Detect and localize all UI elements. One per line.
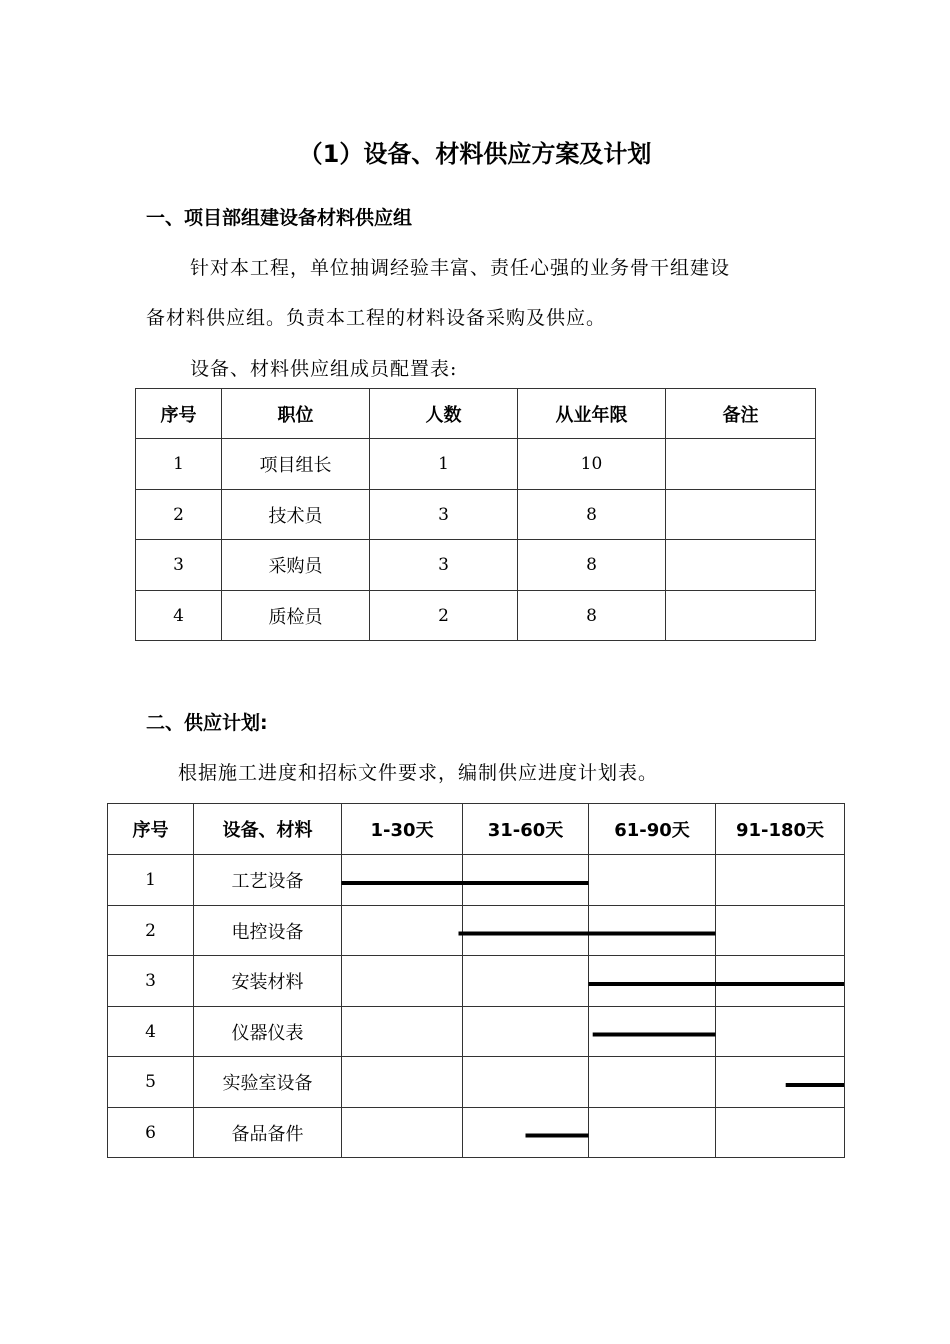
cell-item: 实验室设备 [194, 1057, 342, 1108]
table-row [108, 855, 845, 906]
section-heading-supply-plan: 二、供应计划: [146, 712, 268, 734]
schedule-table-wrapper [107, 803, 844, 1158]
page-title: （1）设备、材料供应方案及计划 [298, 140, 652, 168]
table-row [108, 906, 845, 956]
cell-item: 备品备件 [194, 1108, 342, 1158]
cell-period [463, 1007, 589, 1057]
cell-period [463, 956, 589, 1007]
cell-period [589, 1057, 716, 1108]
cell-position: 质检员 [222, 591, 370, 641]
table-row [108, 1007, 845, 1057]
schedule-table [107, 803, 845, 1158]
cell-period [342, 1057, 463, 1108]
cell-period [342, 956, 463, 1007]
cell-period [716, 906, 845, 956]
cell-no: 3 [136, 540, 222, 591]
cell-years: 10 [518, 439, 666, 490]
cell-no: 6 [108, 1108, 194, 1158]
plan-paragraph: 根据施工进度和招标文件要求，编制供应进度计划表。 [178, 762, 659, 784]
cell-no: 2 [136, 490, 222, 540]
cell-no: 1 [136, 439, 222, 490]
header-no: 序号 [108, 804, 194, 855]
header-period-2: 31-60天 [463, 804, 589, 855]
cell-period [342, 906, 463, 956]
cell-period [342, 855, 463, 906]
header-period-3: 61-90天 [589, 804, 716, 855]
cell-period [463, 1108, 589, 1158]
paragraph-line-1: 针对本工程，单位抽调经验丰富、责任心强的业务骨干组建设 [190, 257, 731, 279]
cell-period [716, 1057, 845, 1108]
cell-period [716, 956, 845, 1007]
cell-position: 技术员 [222, 490, 370, 540]
table-row [136, 591, 816, 641]
cell-period [589, 1108, 716, 1158]
cell-period [589, 1007, 716, 1057]
cell-position: 采购员 [222, 540, 370, 591]
cell-item: 电控设备 [194, 906, 342, 956]
table-row [108, 1057, 845, 1108]
cell-note [666, 540, 816, 591]
cell-no: 1 [108, 855, 194, 906]
cell-period [342, 1108, 463, 1158]
header-no: 序号 [136, 389, 222, 439]
cell-years: 8 [518, 540, 666, 591]
cell-period [716, 1108, 845, 1158]
table-row [108, 956, 845, 1007]
header-position: 职位 [222, 389, 370, 439]
table-row [136, 540, 816, 591]
cell-item: 工艺设备 [194, 855, 342, 906]
header-item: 设备、材料 [194, 804, 342, 855]
cell-count: 3 [370, 540, 518, 591]
cell-item: 仪器仪表 [194, 1007, 342, 1057]
cell-period [342, 1007, 463, 1057]
cell-period [463, 855, 589, 906]
cell-years: 8 [518, 591, 666, 641]
cell-item: 安装材料 [194, 956, 342, 1007]
cell-no: 5 [108, 1057, 194, 1108]
table-row [108, 1108, 845, 1158]
cell-note [666, 591, 816, 641]
cell-period [589, 855, 716, 906]
staff-table-header [136, 389, 816, 439]
header-period-1: 1-30天 [342, 804, 463, 855]
cell-period [589, 956, 716, 1007]
cell-no: 4 [136, 591, 222, 641]
header-count: 人数 [370, 389, 518, 439]
header-period-4: 91-180天 [716, 804, 845, 855]
cell-note [666, 490, 816, 540]
header-years: 从业年限 [518, 389, 666, 439]
cell-count: 3 [370, 490, 518, 540]
cell-note [666, 439, 816, 490]
section-heading-supply-group: 一、项目部组建设备材料供应组 [146, 207, 413, 229]
cell-count: 1 [370, 439, 518, 490]
cell-years: 8 [518, 490, 666, 540]
cell-position: 项目组长 [222, 439, 370, 490]
cell-no: 2 [108, 906, 194, 956]
header-note: 备注 [666, 389, 816, 439]
cell-count: 2 [370, 591, 518, 641]
cell-period [716, 855, 845, 906]
paragraph-line-2: 备材料供应组。负责本工程的材料设备采购及供应。 [146, 307, 607, 329]
schedule-header [108, 804, 845, 855]
table-row [136, 490, 816, 540]
cell-no: 4 [108, 1007, 194, 1057]
cell-period [463, 906, 589, 956]
staff-table [135, 388, 816, 641]
table-row [136, 439, 816, 490]
cell-period [463, 1057, 589, 1108]
cell-period [589, 906, 716, 956]
table-caption: 设备、材料供应组成员配置表: [190, 358, 458, 380]
cell-period [716, 1007, 845, 1057]
cell-no: 3 [108, 956, 194, 1007]
